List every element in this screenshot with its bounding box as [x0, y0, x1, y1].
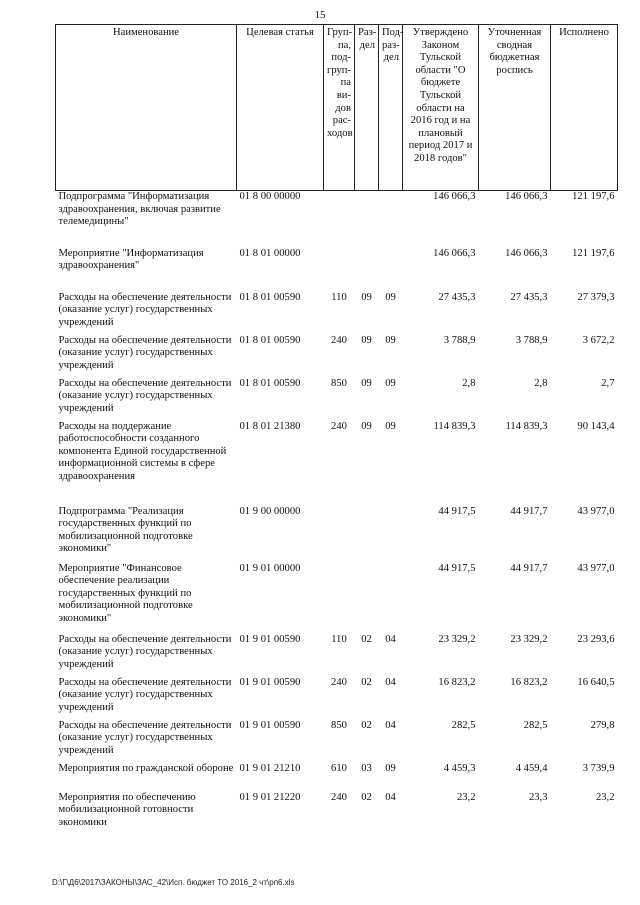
row-executed: 279,8: [590, 719, 615, 731]
row-revised: 2,8: [534, 377, 548, 389]
row-name: Расходы на обеспечение деятельности (оказание услуг) государственных учреждений: [58, 633, 232, 670]
row-group: [324, 563, 355, 634]
row-group: 240: [331, 420, 347, 432]
row-name: Расходы на поддержание работоспособности созданного компонента Единой государственной информационной системы в сфере здравоохранения: [58, 420, 227, 482]
row-approved: 23 329,2: [438, 633, 476, 645]
row-subsection: [379, 191, 403, 248]
row-section: [355, 563, 379, 634]
table-row: [56, 378, 618, 421]
header-revised: Уточненная сводная бюджетная роспись: [479, 25, 551, 191]
row-approved: 23,2: [456, 791, 476, 803]
header-approved: Утверждено Законом Тульской области "О бюджете Тульской области на 2016 год и на плановый период 2017 и 2018 годов": [403, 25, 479, 191]
row-code: 01 9 01 00590: [239, 719, 301, 731]
row-code: 01 9 01 00590: [239, 676, 301, 688]
row-executed: 43 977,0: [577, 505, 615, 517]
row-code: 01 8 01 00590: [239, 377, 301, 389]
table-row: [56, 335, 618, 378]
row-code: 01 9 01 21220: [239, 791, 301, 803]
row-section: 02: [361, 791, 372, 803]
row-section: 02: [361, 719, 372, 731]
table-row: [56, 763, 618, 792]
row-subsection: [379, 506, 403, 563]
row-section: 02: [361, 676, 372, 688]
table-row: [56, 634, 618, 677]
header-target: Целевая статья: [237, 25, 324, 191]
row-subsection: 04: [385, 633, 396, 645]
row-code: 01 9 00 00000: [239, 505, 301, 517]
row-executed: 23 293,6: [577, 633, 615, 645]
row-code: 01 8 01 21380: [239, 420, 301, 432]
row-code: 01 8 01 00590: [239, 334, 301, 346]
header-executed: Исполнено: [551, 25, 618, 191]
row-approved: 4 459,3: [443, 762, 476, 774]
table-row: [56, 720, 618, 763]
row-approved: 114 839,3: [433, 420, 476, 432]
row-revised: 44 917,7: [510, 505, 548, 517]
row-name: Расходы на обеспечение деятельности (оказание услуг) государственных учреждений: [58, 719, 232, 756]
table-row: [56, 677, 618, 720]
row-executed: 2,7: [601, 377, 615, 389]
row-name: Мероприятия по гражданской обороне: [58, 762, 234, 774]
header-name: Наименование: [56, 25, 237, 191]
row-executed: 43 977,0: [577, 562, 615, 574]
row-revised: 27 435,3: [510, 291, 548, 303]
row-approved: 27 435,3: [438, 291, 476, 303]
row-group: [324, 248, 355, 292]
table-row: [56, 292, 618, 335]
row-subsection: 09: [385, 762, 396, 774]
table-row: [56, 563, 618, 634]
table-row: [56, 191, 618, 248]
row-approved: 44 917,5: [438, 562, 476, 574]
row-section: [355, 191, 379, 248]
table-row: [56, 792, 618, 836]
row-revised: 23 329,2: [510, 633, 548, 645]
table-header-row: [56, 25, 618, 191]
row-name: Мероприятие "Финансовое обеспечение реализации государственных функций по мобилизационной подготовке экономики": [58, 562, 193, 624]
row-group: 850: [331, 719, 347, 731]
row-subsection: 09: [385, 291, 396, 303]
row-code: 01 9 01 00000: [239, 562, 301, 574]
row-group: [324, 506, 355, 563]
row-revised: 114 839,3: [505, 420, 548, 432]
row-code: 01 8 00 00000: [239, 191, 301, 202]
row-executed: 16 640,5: [577, 676, 615, 688]
row-name: Подпрограмма "Информатизация здравоохранения, включая развитие телемедицины": [58, 191, 221, 228]
row-subsection: 09: [385, 334, 396, 346]
row-approved: 3 788,9: [443, 334, 476, 346]
row-revised: 44 917,7: [510, 562, 548, 574]
row-revised: 282,5: [523, 719, 548, 731]
row-name: Мероприятия по обеспечению мобилизационной готовности экономики: [58, 791, 196, 828]
row-approved: 44 917,5: [438, 505, 476, 517]
row-executed: 3 739,9: [582, 762, 615, 774]
row-group: [324, 191, 355, 248]
row-subsection: 09: [385, 377, 396, 389]
row-section: [355, 506, 379, 563]
row-code: 01 8 01 00000: [239, 247, 301, 259]
row-approved: 282,5: [451, 719, 476, 731]
page-number: 15: [314, 9, 326, 21]
row-approved: 146 066,3: [433, 247, 476, 259]
row-code: 01 9 01 21210: [239, 762, 301, 774]
table-row: [56, 421, 618, 506]
row-executed: 23,2: [595, 791, 615, 803]
row-executed: 27 379,3: [577, 291, 615, 303]
row-code: 01 9 01 00590: [239, 633, 301, 645]
row-subsection: 09: [385, 420, 396, 432]
row-subsection: 04: [385, 719, 396, 731]
row-section: 09: [361, 377, 372, 389]
row-name: Расходы на обеспечение деятельности (оказание услуг) государственных учреждений: [58, 377, 232, 414]
row-name: Расходы на обеспечение деятельности (оказание услуг) государственных учреждений: [58, 676, 232, 713]
header-subsection: Под-раз-дел: [379, 25, 403, 191]
row-section: 09: [361, 334, 372, 346]
row-section: 09: [361, 420, 372, 432]
row-revised: 146 066,3: [505, 247, 548, 259]
row-section: [355, 248, 379, 292]
row-approved: 2,8: [462, 377, 476, 389]
row-approved: 146 066,3: [433, 191, 476, 202]
table-row: [56, 506, 618, 563]
row-subsection: 04: [385, 676, 396, 688]
row-group: 240: [331, 334, 347, 346]
row-group: 110: [331, 291, 347, 303]
row-approved: 16 823,2: [438, 676, 476, 688]
row-group: 110: [331, 633, 347, 645]
header-group: Груп-па, под-груп-па ви-дов рас-ходов: [324, 25, 355, 191]
row-subsection: 04: [385, 791, 396, 803]
row-revised: 16 823,2: [510, 676, 548, 688]
row-name: Подпрограмма "Реализация государственных функций по мобилизационной подготовке экономики": [58, 505, 193, 555]
row-group: 850: [331, 377, 347, 389]
row-revised: 23,3: [528, 791, 548, 803]
header-section: Раз-дел: [355, 25, 379, 191]
row-section: 03: [361, 762, 372, 774]
row-executed: 121 197,6: [572, 247, 615, 259]
row-section: 02: [361, 633, 372, 645]
row-name: Расходы на обеспечение деятельности (оказание услуг) государственных учреждений: [58, 334, 232, 371]
row-revised: 146 066,3: [505, 191, 548, 202]
row-name: Мероприятие "Информатизация здравоохранения": [58, 247, 204, 272]
row-name: Расходы на обеспечение деятельности (оказание услуг) государственных учреждений: [58, 291, 232, 328]
row-code: 01 8 01 00590: [239, 291, 301, 303]
budget-table: [55, 24, 618, 836]
row-subsection: [379, 563, 403, 634]
row-executed: 3 672,2: [582, 334, 615, 346]
row-revised: 3 788,9: [515, 334, 548, 346]
file-path-footer: D:\Г\Д6\2017\ЗАКОНЫ\ЗАС_42\Исп. бюджет ТО 2016_2 чт\рп6.xls: [52, 878, 295, 887]
row-subsection: [379, 248, 403, 292]
row-group: 610: [331, 762, 347, 774]
row-revised: 4 459,4: [515, 762, 548, 774]
row-executed: 121 197,6: [572, 191, 615, 202]
row-executed: 90 143,4: [577, 420, 615, 432]
row-group: 240: [331, 676, 347, 688]
row-section: 09: [361, 291, 372, 303]
table-row: [56, 248, 618, 292]
row-group: 240: [331, 791, 347, 803]
